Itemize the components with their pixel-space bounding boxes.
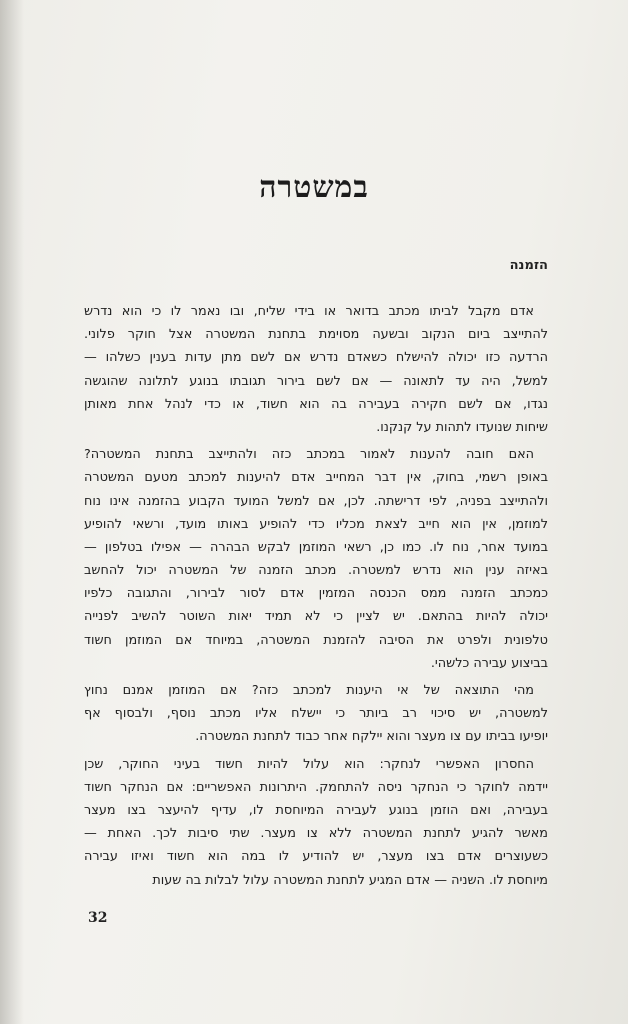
body-text xyxy=(84,300,548,892)
text-line: יכולה להיות בהתאם. יש לציין כי לא תמיד יאות השוטר להשיב לפנייה xyxy=(84,609,548,625)
text-line: במועד אחר, נוח לו. כמו כן, רשאי המוזמן לבקש הבהרה — אפילו בטלפון — xyxy=(84,539,548,555)
text-line: מיוחסת לו. השניה — אדם המגיע לתחנת המשטרה עלול לבלות בה שעות xyxy=(152,872,548,888)
text-line: למוזמן, אין הוא חייב לצאת מכליו כדי להופיע באותו מועד, ורשאי להופיע xyxy=(84,516,548,532)
text-line: אדם מקבל לביתו מכתב בדואר או בידי שליח, ובו נאמר לו כי הוא נדרש xyxy=(84,304,534,319)
text-line: ולהתייצב בפניה, לפי דרישתה. לכן, אם למשל המועד הקבוע בהזמנה אינו נוח xyxy=(84,493,548,509)
text-line: באופן רשמי, בחוק, אין דבר המחייב אדם להיענות למכתב מטעם המשטרה xyxy=(84,470,548,486)
text-line: כשעוצרים אדם בצו מעצר, יש להודיע לו במה הוא חשוד ואיזו עבירה xyxy=(84,849,548,865)
text-line: כמכתב הזמנה ממס הכנסה המזמין אדם לסור לבירור, והתגובה כלפיו xyxy=(84,586,548,602)
text-line: טלפונית ולפרט את הסיבה להזמנת המשטרה, במיוחד אם המוזמן חשוד xyxy=(84,632,548,648)
text-line: מאשר להגיע לתחנת המשטרה ללא צו מעצר. שתי סיבות לכך. האחת — xyxy=(84,826,548,842)
text-line: האם חובה להענות לאמור במכתב כזה ולהתייצב בתחנת המשטרה? xyxy=(84,447,534,463)
text-line: שיחות שנועדו לתהות על קנקנו. xyxy=(376,419,548,435)
text-line: בביצוע עבירה כלשהי. xyxy=(430,655,548,671)
paragraph xyxy=(84,300,548,439)
text-line: יידמה לחוקר כי הנחקר ניסה להתחמק. היתרונות האפשריים: אם הנחקר חשוד xyxy=(84,779,548,795)
text-line: באיזה ענין הוא נדרש למשטרה. מכתב הזמנה של המשטרה יכול להחשב xyxy=(84,563,548,579)
text-line: נגדו, אם לשם חקירה בעבירה בה הוא חשוד, או כדי לנהל אחת מאותן xyxy=(84,396,548,412)
text-line: למשטרה, יש סיכוי רב ביותר כי יישלח אליו מכתב נוסף, ולבסוף אף xyxy=(84,706,548,722)
page-binding-shadow xyxy=(0,0,24,1024)
text-line: הרדעה כזו יכולה להישלח כשאדם נדרש אם לשם מתן עדות בענין כשלהו — xyxy=(84,350,548,366)
text-line: יופיעו בביתו עם צו מעצר והוא יילקח אחר כבוד לתחנת המשטרה. xyxy=(195,729,548,745)
text-line: בעבירה, ואם הוזמן בנוגע לעבירה המיוחסת לו, עדיף להיעצר בצו מעצר xyxy=(84,802,548,818)
text-line: למשל, היה עד לתאונה — אם לשם בירור תגובתו בנוגע לתלונה שהוגשה xyxy=(84,373,548,389)
text-line: החסרון האפשרי לנחקר: הוא עלול להיות חשוד בעיני החוקר, שכן xyxy=(84,756,534,772)
paragraph xyxy=(84,753,548,892)
paragraph xyxy=(84,679,548,749)
chapter-title: במשטרה xyxy=(259,170,369,205)
paragraph xyxy=(84,443,548,675)
page-number: 32 xyxy=(88,910,108,926)
text-line: להתייצב ביום הנקוב ובשעה מסוימת בתחנת המשטרה אצל חוקר פלוני. xyxy=(84,327,548,343)
section-heading: הזמנה xyxy=(509,258,548,273)
text-line: מהי התוצאה של אי היענות למכתב כזה? אם המוזמן אמנם נחוץ xyxy=(84,683,534,698)
